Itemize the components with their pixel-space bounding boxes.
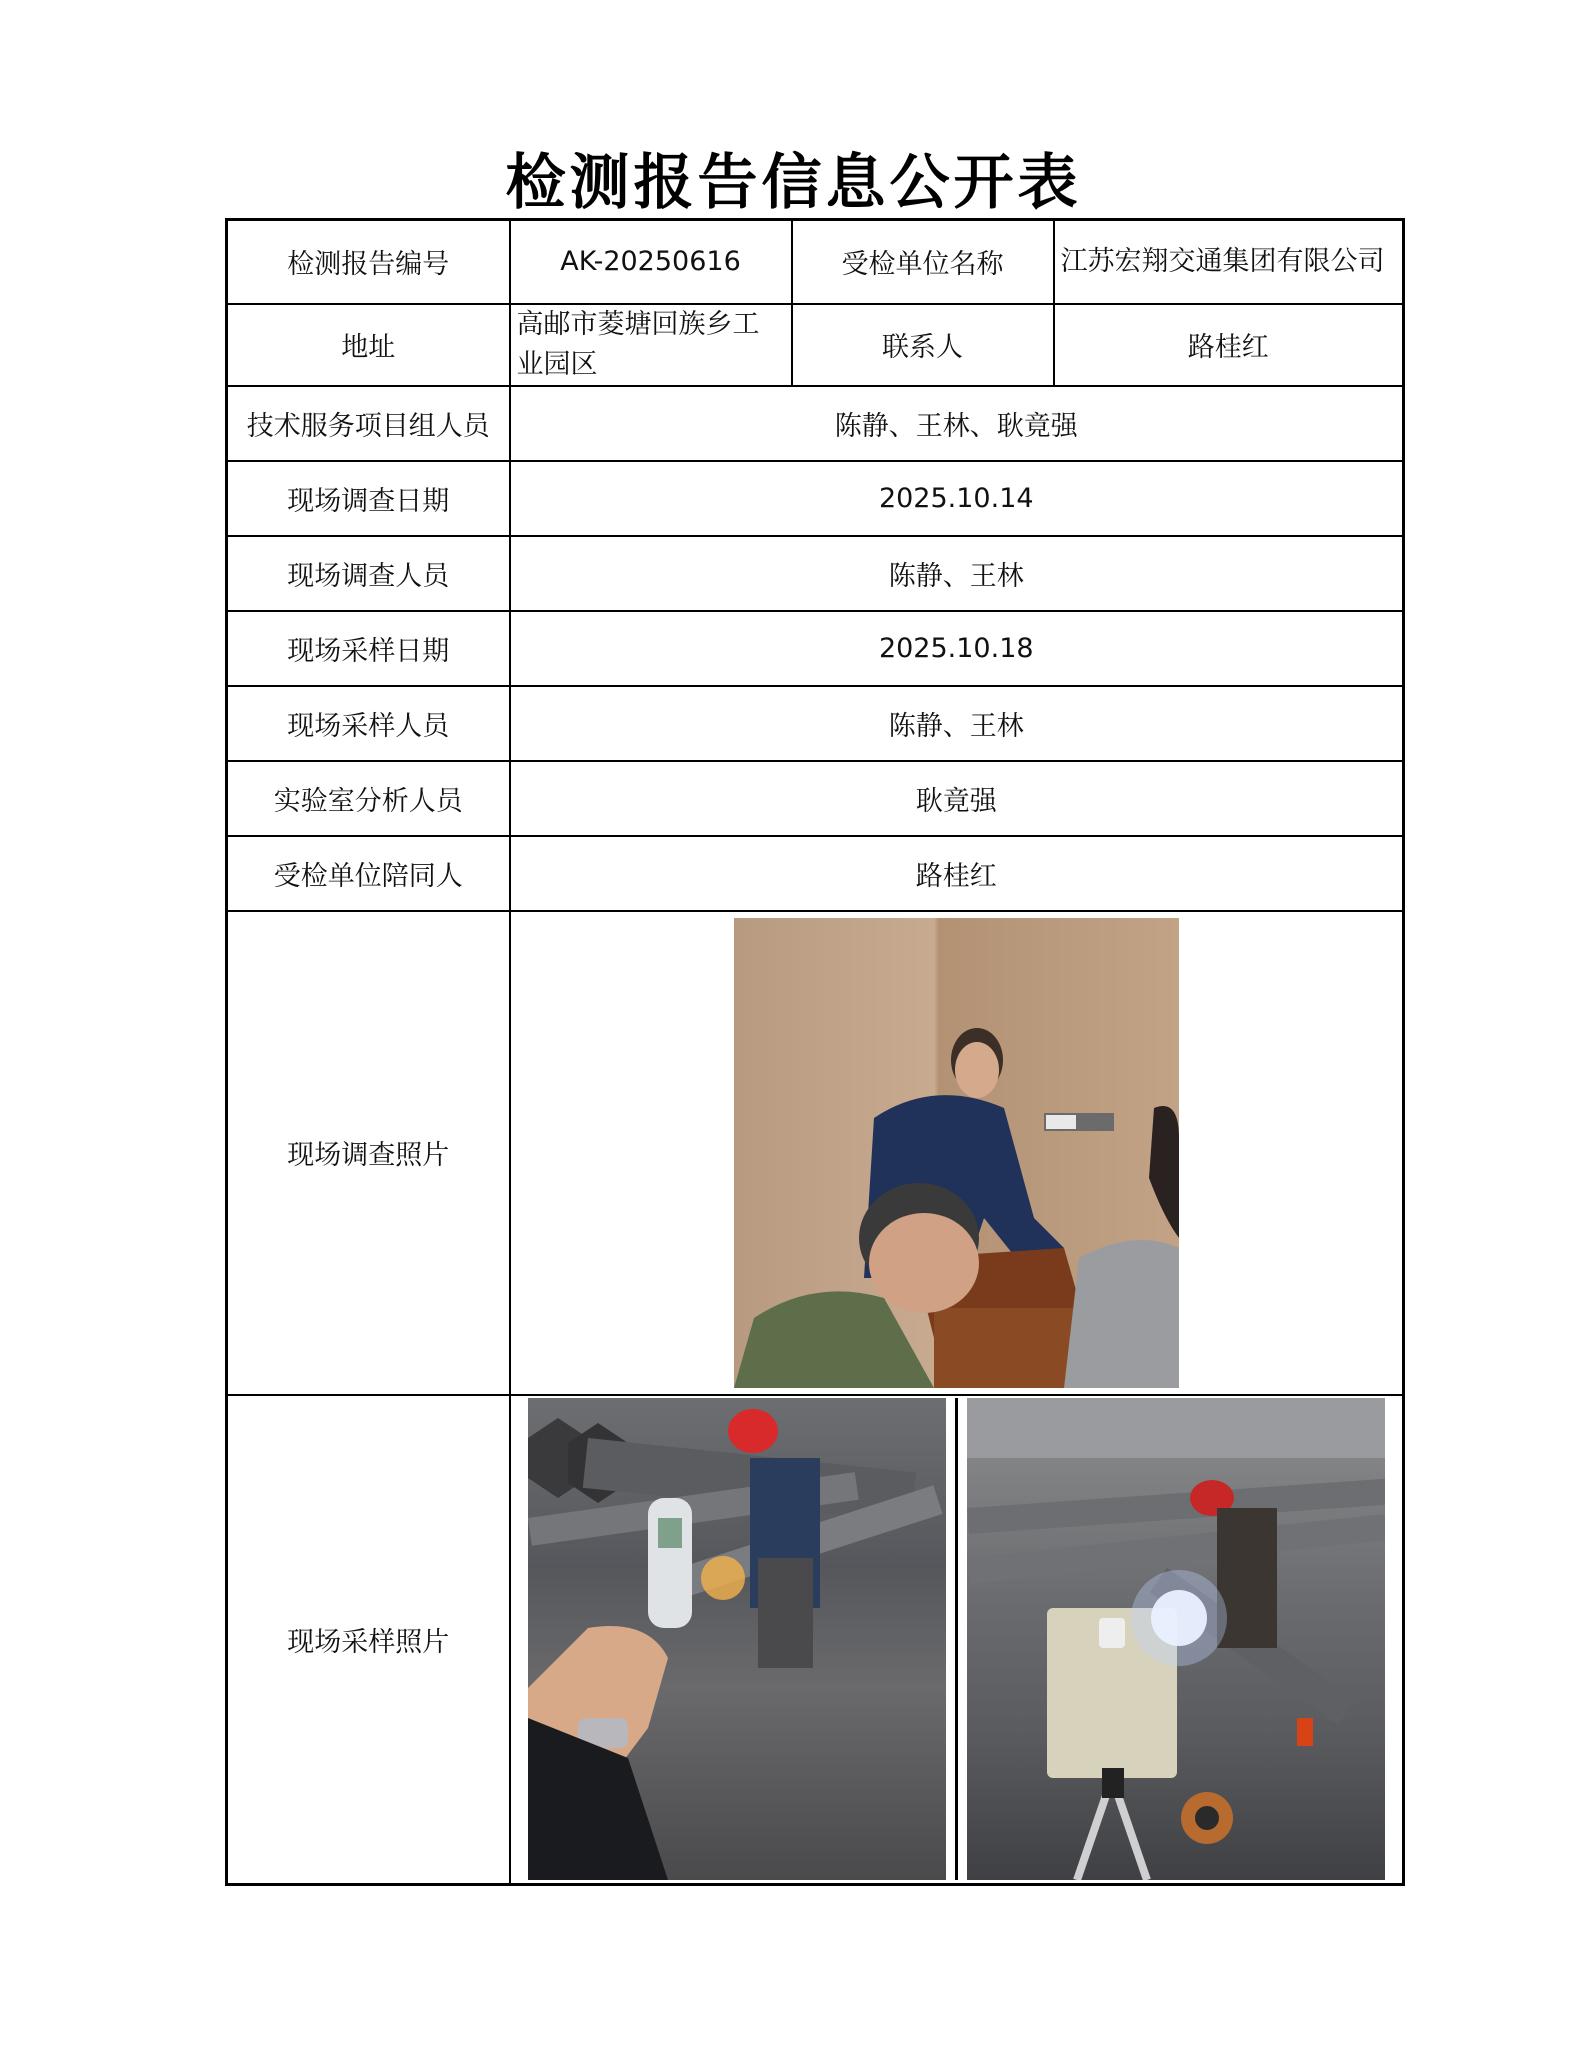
table-row	[227, 761, 1404, 836]
survey-staff-label: 现场调查人员	[227, 536, 510, 611]
table-row	[227, 536, 1404, 611]
table-row	[227, 836, 1404, 911]
sampling-photo-2	[967, 1398, 1385, 1880]
sampling-photo-2-illustration	[967, 1398, 1385, 1880]
survey-photo-cell	[510, 911, 1404, 1395]
team-label: 技术服务项目组人员	[227, 386, 510, 461]
sampling-photos	[511, 1398, 1403, 1880]
sampling-date-label: 现场采样日期	[227, 611, 510, 686]
sampling-date-value: 2025.10.18	[510, 611, 1404, 686]
contact-value: 路桂红	[1054, 304, 1404, 386]
sampling-photo-1-illustration	[528, 1398, 946, 1880]
table-row	[227, 220, 1404, 304]
survey-photo	[734, 918, 1179, 1388]
contact-label: 联系人	[792, 304, 1054, 386]
report-no-label: 检测报告编号	[227, 220, 510, 304]
page-title: 检测报告信息公开表	[505, 148, 1082, 218]
table-row	[227, 911, 1404, 1395]
sampling-photo-1	[528, 1398, 946, 1880]
survey-staff-value: 陈静、王林	[510, 536, 1404, 611]
report-no-value: AK-20250616	[510, 220, 792, 304]
team-value: 陈静、王林、耿竟强	[510, 386, 1404, 461]
sampling-staff-label: 现场采样人员	[227, 686, 510, 761]
lab-staff-value: 耿竟强	[510, 761, 1404, 836]
table-row	[227, 386, 1404, 461]
unit-value: 江苏宏翔交通集团有限公司	[1054, 220, 1404, 304]
survey-date-label: 现场调查日期	[227, 461, 510, 536]
table-row	[227, 611, 1404, 686]
table-row	[227, 304, 1404, 386]
table-row	[227, 1395, 1404, 1885]
unit-label: 受检单位名称	[792, 220, 1054, 304]
survey-date-value: 2025.10.14	[510, 461, 1404, 536]
table-row	[227, 461, 1404, 536]
address-value: 高邮市菱塘回族乡工业园区	[510, 304, 792, 386]
sampling-photo-cell	[510, 1395, 1404, 1885]
photo-divider	[955, 1398, 958, 1880]
report-info-table	[225, 218, 1405, 1886]
sampling-staff-value: 陈静、王林	[510, 686, 1404, 761]
table-row	[227, 686, 1404, 761]
escort-label: 受检单位陪同人	[227, 836, 510, 911]
survey-photo-illustration	[734, 918, 1179, 1388]
lab-staff-label: 实验室分析人员	[227, 761, 510, 836]
survey-photo-label: 现场调查照片	[227, 911, 510, 1395]
address-label: 地址	[227, 304, 510, 386]
sampling-photo-label: 现场采样照片	[227, 1395, 510, 1885]
escort-value: 路桂红	[510, 836, 1404, 911]
